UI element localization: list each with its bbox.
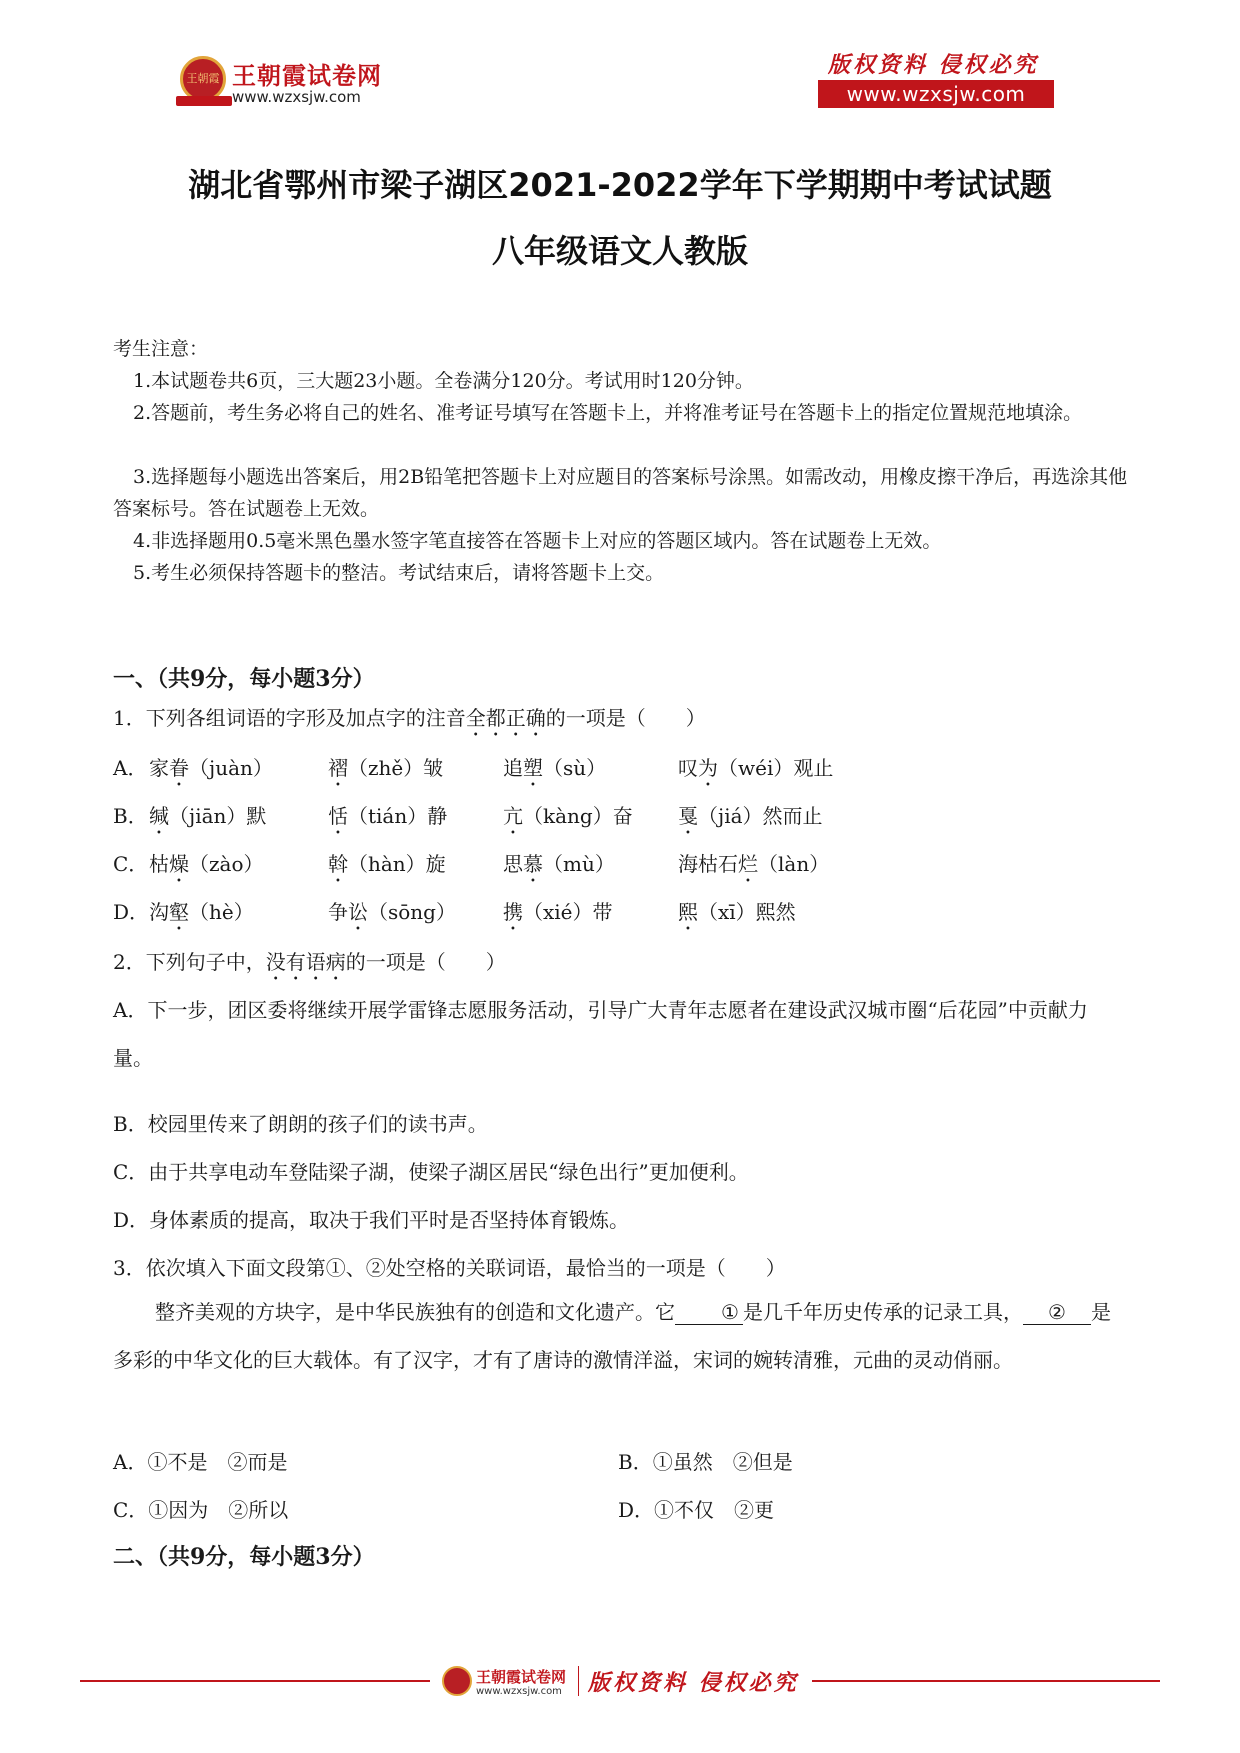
option-label: A．: [113, 756, 148, 780]
q3-option-a: A．①不是 ②而是: [113, 1450, 288, 1474]
seal-ribbon: [176, 96, 232, 106]
option-item: 恬（tián）静: [328, 804, 448, 828]
q2-option-a: A．下一步，团区委将继续开展学雷锋志愿服务活动，引导广大青年志愿者在建设武汉城市圈“后花园”中贡献力量。: [113, 998, 1088, 1070]
option-item: 戛（jiá）然而止: [678, 804, 823, 828]
seal-text: 王朝霞: [186, 72, 220, 85]
footer-copyright: 版权资料 侵权必究: [588, 1670, 799, 1696]
footer-separator: [578, 1666, 579, 1696]
option-label: D．: [113, 900, 150, 924]
q1-stem-part: 的一项是（ ）: [545, 706, 706, 730]
option-item: 叹为（wéi）观止: [678, 756, 834, 780]
page-title: 湖北省鄂州市梁子湖区2021-2022学年下学期期中考试试题: [188, 166, 1052, 204]
header-copyright: [818, 48, 1058, 112]
option-label: B．: [113, 804, 148, 828]
question-3-stem: 3．依次填入下面文段第①、②处空格的关联词语，最恰当的一项是（ ）: [113, 1256, 786, 1280]
notice-item: 5.考生必须保持答题卡的整洁。考试结束后，请将答题卡上交。: [133, 562, 665, 584]
option-item: 追塑（sù）: [503, 756, 607, 780]
q2-stem-emphasis: 没有语病: [265, 950, 346, 974]
q2-option-c: C．由于共享电动车登陆梁子湖，使梁子湖区居民“绿色出行”更加便利。: [113, 1160, 749, 1184]
option-item: 枯燥（zào）: [149, 852, 264, 876]
q3-passage-part: 是多彩的中华文化的巨大载体。有了汉字，才有了唐诗的激情洋溢，宋词的婉转清雅，元曲的灵动俏丽。: [113, 1300, 1111, 1372]
q1-options: [113, 752, 1113, 952]
logo-name: 王朝霞试卷网: [232, 62, 382, 90]
q3-passage-part: 整齐美观的方块字，是中华民族独有的创造和文化遗产。它: [155, 1300, 675, 1324]
q2-option-b: B．校园里传来了朗朗的孩子们的读书声。: [113, 1112, 488, 1136]
q3-option-c: C．①因为 ②所以: [113, 1498, 289, 1522]
option-item: 缄（jiān）默: [149, 804, 267, 828]
q3-option-b: B．①虽然 ②但是: [618, 1450, 793, 1474]
option-item: 亢（kàng）奋: [503, 804, 633, 828]
option-item: 熙（xī）熙然: [678, 900, 796, 924]
section-heading: 一、（共9分，每小题3分）: [113, 666, 375, 692]
option-item: 思慕（mù）: [503, 852, 615, 876]
logo-url: www.wzxsjw.com: [232, 88, 361, 106]
notice-item: 1.本试题卷共6页，三大题23小题。全卷满分120分。考试用时120分钟。: [133, 370, 754, 392]
footer-rule-right: [812, 1680, 1160, 1682]
q3-blank-1: ①: [675, 1300, 743, 1325]
q3-option-d: D．①不仅 ②更: [618, 1498, 775, 1522]
q2-stem-part: 2．下列句子中，: [113, 950, 266, 974]
option-label: C．: [113, 852, 149, 876]
question-2-stem: [113, 946, 506, 985]
option-item: 争讼（sōng）: [328, 900, 456, 924]
copyright-text: 版权资料 侵权必究: [828, 52, 1039, 78]
option-item: 海枯石烂（làn）: [678, 852, 830, 876]
notice-item: 2.答题前，考生务必将自己的姓名、准考证号填写在答题卡上，并将准考证号在答题卡上的指定位置规范地填涂。: [133, 402, 1083, 424]
q1-stem-part: 1．下列各组词语的字形及加点字的注音: [113, 706, 466, 730]
section-heading: 二、（共9分，每小题3分）: [113, 1544, 375, 1570]
option-item: 家眷（juàn）: [149, 756, 273, 780]
page-subtitle: 八年级语文人教版: [491, 232, 748, 270]
q2-stem-part: 的一项是（ ）: [345, 950, 506, 974]
copyright-url: www.wzxsjw.com: [818, 80, 1054, 108]
q3-passage-part: 是几千年历史传承的记录工具，: [743, 1300, 1023, 1324]
notice-item: 3.选择题每小题选出答案后，用2B铅笔把答题卡上对应题目的答案标号涂黑。如需改动，用橡皮擦干净后，再选涂其他答案标号。答在试题卷上无效。: [113, 466, 1128, 520]
header-logo: [180, 52, 410, 114]
q3-passage: [113, 1288, 1127, 1384]
option-item: 褶（zhě）皱: [328, 756, 444, 780]
option-item: 斡（hàn）旋: [328, 852, 446, 876]
footer-logo-name: 王朝霞试卷网: [476, 1668, 567, 1686]
footer-rule-left: [80, 1680, 430, 1682]
notice-heading: 考生注意：: [113, 338, 209, 360]
q1-stem-emphasis: 全都正确: [465, 706, 546, 730]
footer-seal-icon: [442, 1666, 472, 1696]
option-item: 携（xié）带: [503, 900, 613, 924]
question-1-stem: [113, 702, 706, 741]
footer-logo-url: www.wzxsjw.com: [476, 1686, 562, 1697]
option-item: 沟壑（hè）: [149, 900, 254, 924]
footer-logo: [442, 1664, 572, 1700]
q2-option-d: D．身体素质的提高，取决于我们平时是否坚持体育锻炼。: [113, 1208, 630, 1232]
notice-item: 4.非选择题用0.5毫米黑色墨水签字笔直接答在答题卡上对应的答题区域内。答在试题卷上无效。: [133, 530, 942, 552]
q3-blank-2: ②: [1023, 1300, 1091, 1325]
